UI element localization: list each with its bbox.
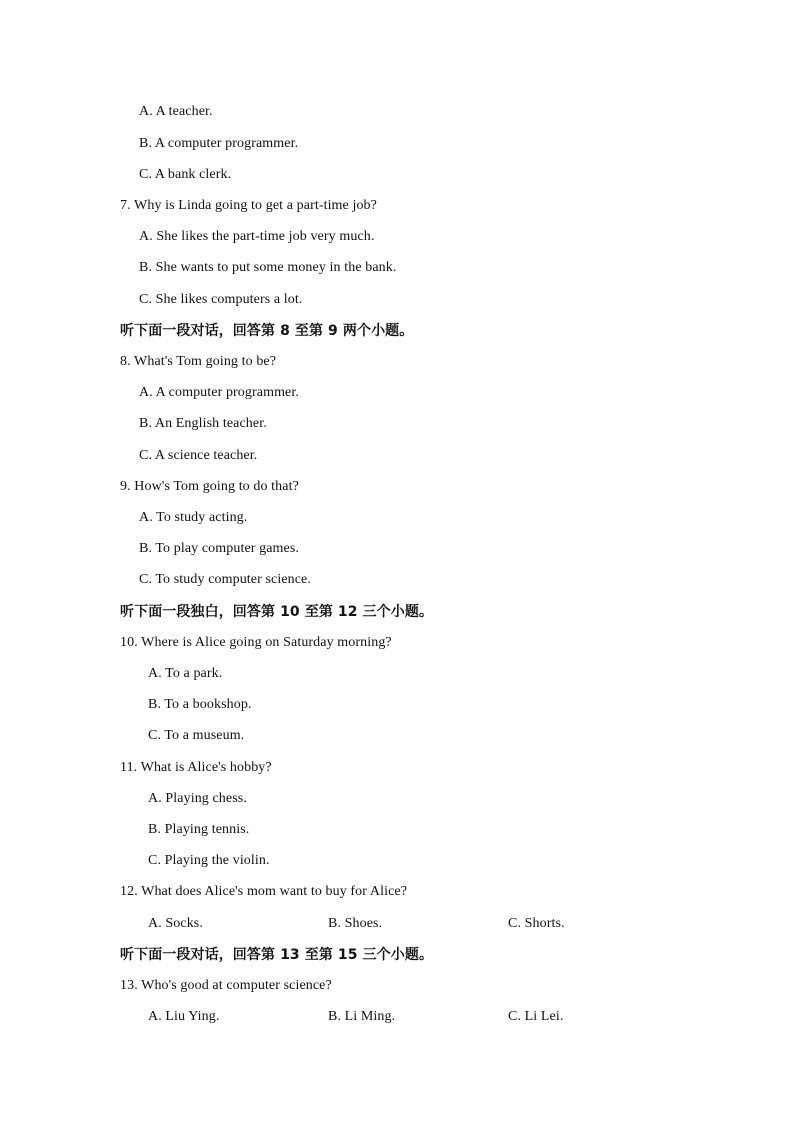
q10-option-b: B. To a bookshop.	[148, 697, 252, 712]
q11-option-b: B. Playing tennis.	[148, 822, 250, 837]
q9-question: 9. How's Tom going to do that?	[120, 479, 299, 494]
q9-option-a: A. To study acting.	[139, 510, 248, 525]
q13-option-a: A. Liu Ying.	[148, 1009, 220, 1024]
q8-question: 8. What's Tom going to be?	[120, 354, 277, 369]
q12-option-c: C. Shorts.	[508, 916, 565, 931]
section-heading-2: 听下面一段独白，回答第 10 至第 12 三个小题。	[120, 604, 434, 620]
q9-option-c: C. To study computer science.	[139, 572, 311, 587]
q13-option-b: B. Li Ming.	[328, 1009, 396, 1024]
q7-option-b: B. She wants to put some money in the bank.	[139, 260, 397, 275]
q12-question: 12. What does Alice's mom want to buy for Alice?	[120, 884, 408, 899]
q8-option-a: A. A computer programmer.	[139, 385, 299, 400]
section-heading-3: 听下面一段对话，回答第 13 至第 15 三个小题。	[120, 947, 434, 963]
q13-question: 13. Who's good at computer science?	[120, 978, 332, 993]
section-heading-1: 听下面一段对话，回答第 8 至第 9 两个小题。	[120, 323, 414, 339]
q8-option-b: B. An English teacher.	[139, 416, 267, 431]
q9-option-b: B. To play computer games.	[139, 541, 299, 556]
q8-option-c: C. A science teacher.	[139, 448, 258, 463]
q11-option-a: A. Playing chess.	[148, 791, 247, 806]
q6-option-b: B. A computer programmer.	[139, 136, 299, 151]
q10-option-c: C. To a museum.	[148, 728, 245, 743]
q7-option-a: A. She likes the part-time job very much.	[139, 229, 375, 244]
q7-question: 7. Why is Linda going to get a part-time job?	[120, 198, 377, 213]
q11-question: 11. What is Alice's hobby?	[120, 760, 272, 775]
q7-option-c: C. She likes computers a lot.	[139, 292, 303, 307]
q11-option-c: C. Playing the violin.	[148, 853, 270, 868]
q13-option-c: C. Li Lei.	[508, 1009, 564, 1024]
q6-option-c: C. A bank clerk.	[139, 167, 232, 182]
q12-option-a: A. Socks.	[148, 916, 203, 931]
q6-option-a: A. A teacher.	[139, 104, 213, 119]
q12-option-b: B. Shoes.	[328, 916, 383, 931]
q10-option-a: A. To a park.	[148, 666, 223, 681]
q10-question: 10. Where is Alice going on Saturday morning?	[120, 635, 392, 650]
